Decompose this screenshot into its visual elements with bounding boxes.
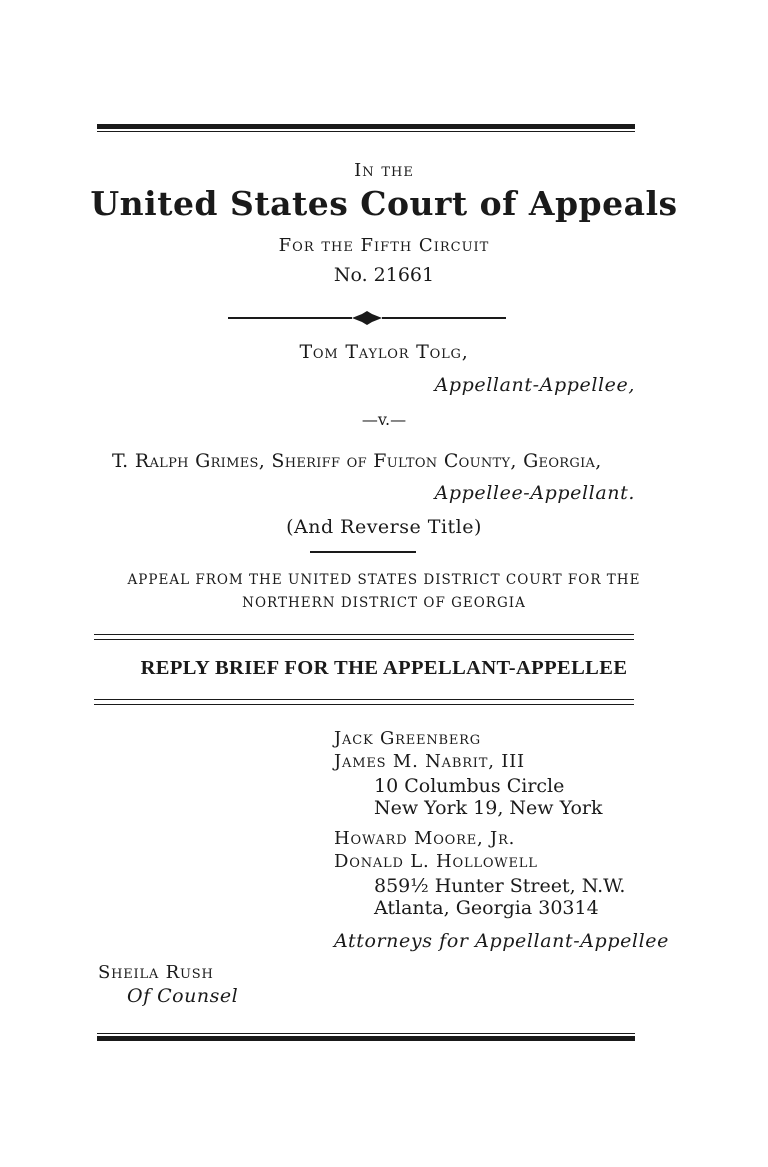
attorney-name: Howard Moore, Jr. [334, 828, 516, 849]
attorney-address: 10 Columbus Circle [374, 775, 565, 797]
double-rule-upper [94, 634, 634, 640]
appeal-from-line-2: NORTHERN DISTRICT OF GEORGIA [242, 595, 526, 611]
reverse-title: (And Reverse Title) [286, 516, 482, 538]
appellee-role: Appellee-Appellant. [434, 482, 635, 504]
top-rule [97, 124, 635, 132]
of-counsel-block [98, 964, 238, 1006]
of-counsel-name: Sheila Rush [98, 962, 214, 983]
ornament-divider [228, 308, 506, 328]
attorney-block-2 [334, 830, 625, 921]
attorney-address: New York 19, New York [374, 797, 603, 819]
attorney-name: James M. Nabrit, III [334, 751, 525, 772]
attorney-address: Atlanta, Georgia 30314 [374, 897, 599, 919]
diamond-ornament-icon [350, 310, 384, 326]
appeal-from-line-1: APPEAL FROM THE UNITED STATES DISTRICT COURT FOR THE [127, 572, 641, 588]
appellant-role: Appellant-Appellee, [434, 374, 635, 396]
in-the-heading: In the [354, 160, 414, 181]
bottom-rule [97, 1033, 635, 1041]
circuit-line: For the Fifth Circuit [278, 235, 490, 256]
attorney-block-1 [334, 730, 603, 821]
versus: —v.— [361, 410, 407, 429]
attorneys-role: Attorneys for Appellant-Appellee [334, 930, 669, 952]
double-rule-lower [94, 699, 634, 705]
appellee-name: T. Ralph Grimes, Sheriff of Fulton County, Georgia, [112, 450, 602, 472]
brief-title: REPLY BRIEF FOR THE APPELLANT-APPELLEE [140, 657, 628, 679]
of-counsel-label: Of Counsel [127, 985, 239, 1007]
short-rule [310, 551, 416, 553]
case-number: No. 21661 [333, 264, 435, 286]
appellant-name: Tom Taylor Tolg, [299, 341, 469, 363]
attorney-address: 859½ Hunter Street, N.W. [374, 875, 626, 897]
court-name: United States Court of Appeals [90, 184, 678, 223]
attorney-name: Donald L. Hollowell [334, 851, 538, 872]
attorney-name: Jack Greenberg [334, 728, 481, 749]
